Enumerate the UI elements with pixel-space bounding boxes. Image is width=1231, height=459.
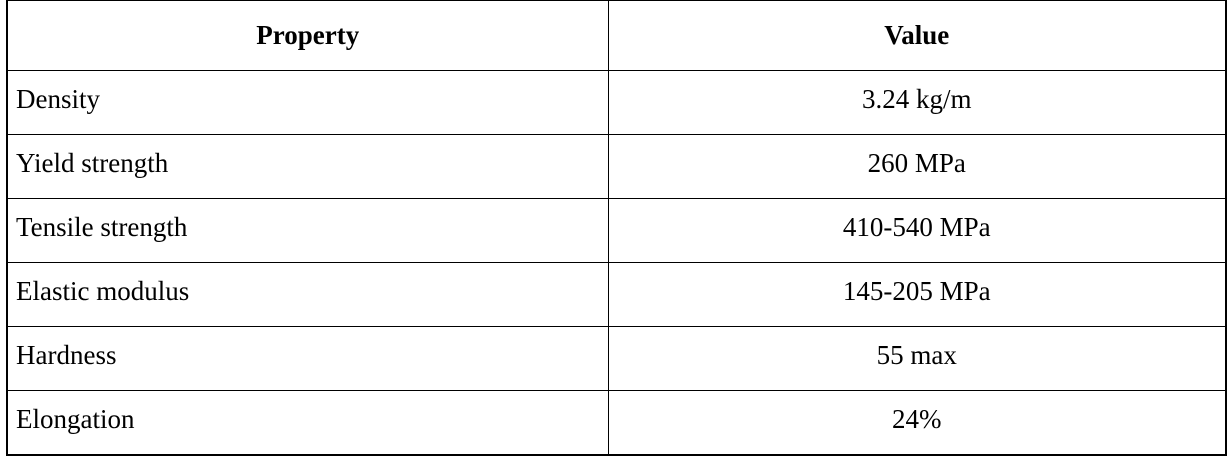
- table-body: [8, 71, 1226, 455]
- header-value: Value: [608, 1, 1225, 71]
- property-cell: Elastic modulus: [8, 263, 609, 327]
- property-cell: Density: [8, 71, 609, 135]
- properties-table-container: [7, 0, 1226, 455]
- property-cell: Elongation: [8, 391, 609, 455]
- value-cell: 3.24 kg/m: [608, 71, 1225, 135]
- table-row: [8, 327, 1226, 391]
- header-property: Property: [8, 1, 609, 71]
- value-cell: 260 MPa: [608, 135, 1225, 199]
- table-row: [8, 199, 1226, 263]
- table-row: [8, 391, 1226, 455]
- table-row: [8, 263, 1226, 327]
- properties-table: [7, 0, 1226, 455]
- value-cell: 24%: [608, 391, 1225, 455]
- property-cell: Yield strength: [8, 135, 609, 199]
- value-cell: 145-205 MPa: [608, 263, 1225, 327]
- value-cell: 410-540 MPa: [608, 199, 1225, 263]
- header-row: [8, 1, 1226, 71]
- property-cell: Hardness: [8, 327, 609, 391]
- property-cell: Tensile strength: [8, 199, 609, 263]
- table-header: [8, 1, 1226, 71]
- value-cell: 55 max: [608, 327, 1225, 391]
- table-row: [8, 135, 1226, 199]
- table-row: [8, 71, 1226, 135]
